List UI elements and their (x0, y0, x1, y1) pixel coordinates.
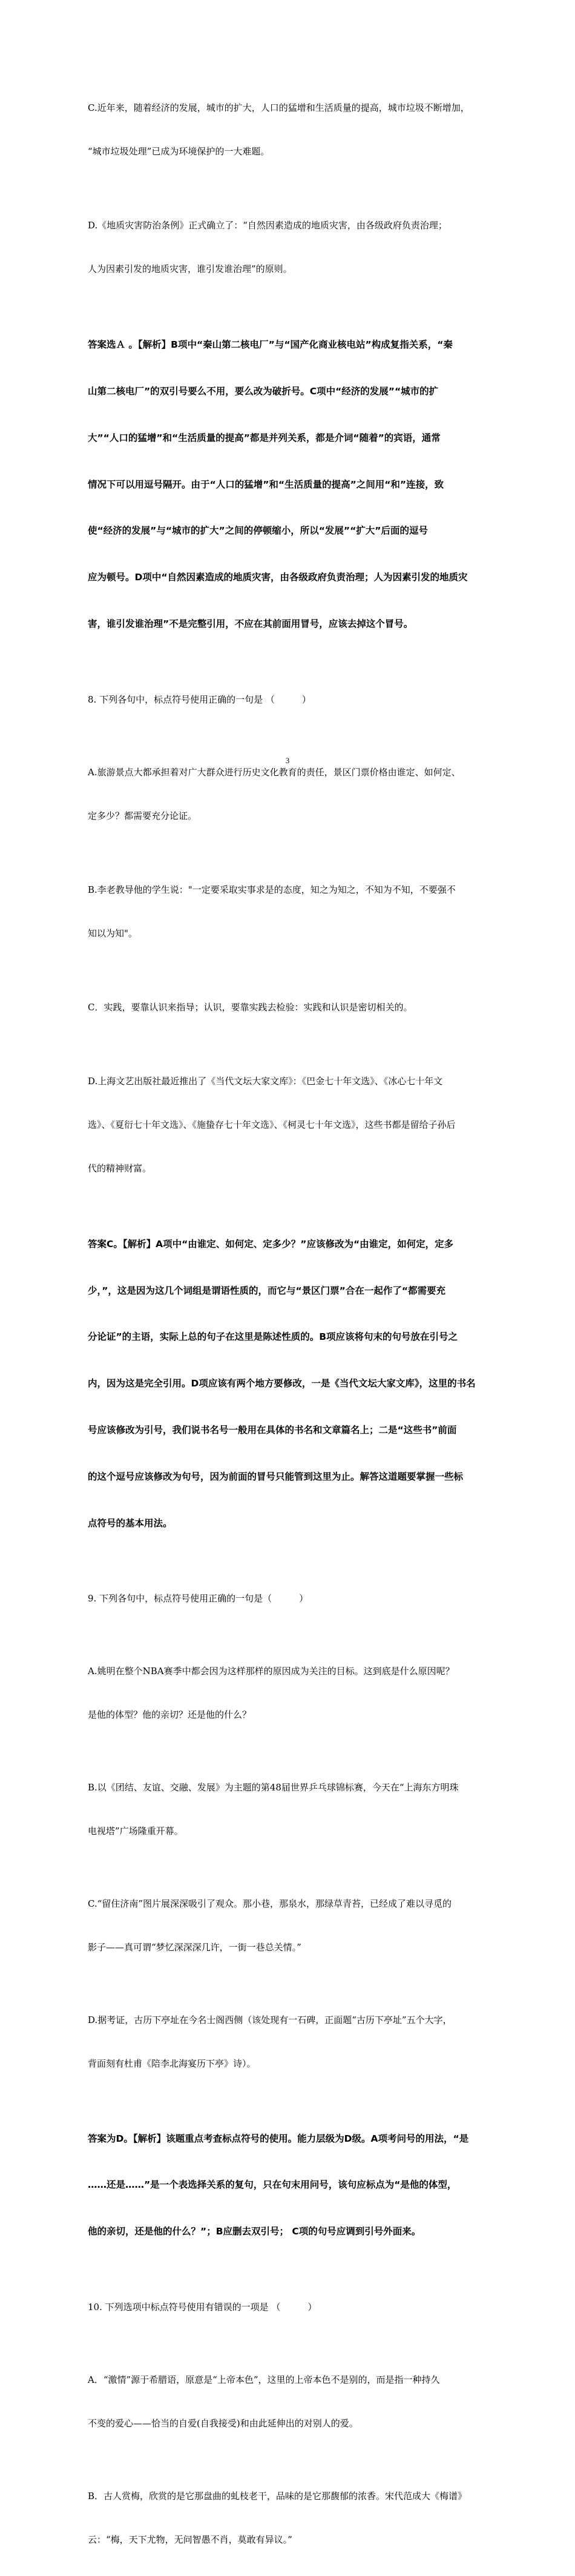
text-line: 10. 下列选项中标点符号使用有错误的一项是 （ ） (88, 2301, 317, 2313)
text-line: A．“激情”源于希腊语，原意是“上帝本色”，这里的上帝本色不是别的，而是指一种持久 (88, 2374, 440, 2385)
option-c-q8 (88, 971, 490, 1044)
option-b-q10 (88, 2460, 490, 2576)
text-line: 少，”，这是因为这几个词组是谓语性质的，而它与“景区门票”合在一起作了“都需要充 (88, 1285, 446, 1296)
option-d-q7 (88, 189, 490, 305)
answer-q8 (88, 1206, 490, 1563)
text-line: ……还是……”是一个表选择关系的复句，只在句末用问号，该句应标点为“是他的体型， (88, 2179, 457, 2191)
option-c-q9 (88, 1867, 490, 1984)
text-line: 是他的体型？他的亲切？还是他的什么？ (88, 1709, 252, 1721)
text-line: 答案为D。【解析】该题重点考查标点符号的使用。能力层级为D级。A项考问号的用法，“是 (88, 2133, 469, 2144)
text-line: 人为因素引发的地质灾害，谁引发谁治理”的原则。 (88, 263, 292, 274)
text-line: 大”“人口的猛增”和“生活质量的提高”都是并列关系，都是介词“随着”的宾语，通常 (88, 432, 441, 443)
document-page (88, 71, 490, 2576)
text-line: 定多少？都需要充分论证。 (88, 810, 197, 821)
option-d-q8 (88, 1045, 490, 1205)
option-d-q9 (88, 1984, 490, 2100)
text-line: D.上海文艺出版社最近推出了《当代文坛大家文库》：《巴金七十年文选》、《冰心七十年文 (88, 1075, 443, 1087)
option-a-q9 (88, 1635, 490, 1751)
text-line: D.据考证，古历下亭址在今名士阁西侧（该处现有一石碑，正面题“古历下亭址”五个大字， (88, 2015, 452, 2026)
text-line: 使“经济的发展”与“城市的扩大”之间的停顿缩小，所以“发展”“扩大”后面的逗号 (88, 525, 428, 537)
text-line: C．实践，要靠认识来指导；认识，要靠实践去检验：实践和认识是密切相关的。 (88, 1001, 413, 1013)
text-line: B.李老教导他的学生说："一定要采取实事求是的态度，知之为知之，不知为不知，不要强不 (88, 884, 456, 895)
text-line: B．古人赏梅，欣赏的是它那盘曲的虬枝老干，品味的是它那馥郁的浓香。宋代范成大《梅谱》 (88, 2490, 467, 2502)
text-line: 情况下可以用逗号隔开。由于“人口的猛增”和“生活质量的提高”之间用“和”连接，致 (88, 478, 444, 490)
text-line: 8. 下列各句中，标点符号使用正确的一句是 （ ） (88, 694, 311, 705)
text-line: 他的亲切，还是他的什么？”；B应删去双引号； C项的句号应调到引号外面来。 (88, 2226, 421, 2237)
text-line: 答案选Ａ 。【解析】B项中“秦山第二核电厂”与“国产化商业核电站”构成复指关系，“秦 (88, 339, 453, 351)
question-10 (88, 2271, 490, 2343)
text-line: 9. 下列各句中，标点符号使用正确的一句是（ ） (88, 1593, 309, 1604)
option-a-q8 (88, 736, 490, 852)
text-line: “城市垃圾处理”已成为环境保护的一大难题。 (88, 146, 270, 157)
question-9 (88, 1562, 490, 1635)
text-line: 内，因为这是完全引用。D项应该有两个地方要修改，一是《当代文坛大家文库》，这里的书名 (88, 1378, 476, 1389)
text-line: 分论证”的主语，实际上总的句子在这里是陈述性质的。B项应该将句末的句号放在引号之 (88, 1331, 458, 1343)
option-b-q9 (88, 1751, 490, 1867)
text-line: C.近年来，随着经济的发展，城市的扩大，人口的猛增和生活质量的提高，城市垃圾不断增加， (88, 102, 470, 113)
text-line: B.以《团结、友谊、交融、发展》为主题的第48届世界乒乓球锦标赛，今天在“上海东方明珠 (88, 1782, 459, 1793)
text-line: 号应该修改为引号，我们说书名号一般用在具体的书名和文章篇名上；二是“这些书”前面 (88, 1424, 457, 1435)
option-c-q7 (88, 71, 490, 188)
text-line: C.“留住济南”图片展深深吸引了观众。那小巷，那泉水，那绿草青苔，已经成了难以寻觅的 (88, 1898, 452, 1910)
answer-q7 (88, 306, 490, 663)
text-line: 知以为知"。 (88, 927, 137, 939)
text-line: 云：“梅，天下尤物，无问智愚不肖，莫敢有异议。” (88, 2534, 292, 2545)
text-line: 点符号的基本用法。 (88, 1517, 172, 1529)
text-line: 山第二核电厂”的双引号要么不用，要么改为破折号。C项中“经济的发展”“城市的扩 (88, 385, 439, 397)
text-line: A.姚明在整个NBA赛季中都会因为这样那样的原因成为关注的目标。这到底是什么原因呢？ (88, 1666, 455, 1677)
text-line: 电视塔”广场隆重开幕。 (88, 1826, 183, 1837)
text-line: D.《地质灾害防治条例》正式确立了：“自然因素造成的地质灾害，由各级政府负责治理； (88, 220, 447, 231)
answer-q9 (88, 2100, 490, 2271)
text-line: 应为顿号。D项中“自然因素造成的地质灾害，由各级政府负责治理；人为因素引发的地质灾 (88, 572, 468, 583)
text-line: 的这个逗号应该修改为句号，因为前面的冒号只能管到这里为止。解答这道题要掌握一些标 (88, 1471, 464, 1482)
text-line: 选》、《夏衍七十年文选》、《施蛰存七十年文选》、《柯灵七十年文选》，这些书都是留给子孙后 (88, 1119, 456, 1130)
text-line: 影子——真可谓“梦忆深深深几许，一街一巷总关情。” (88, 1942, 301, 1953)
question-8 (88, 663, 490, 736)
text-line: 背面刻有杜甫《陪李北海宴历下亭》诗）。 (88, 2058, 256, 2070)
option-b-q8 (88, 853, 490, 970)
text-line: 不变的爱心——恰当的自爱(自我接受)和由此延伸出的对别人的爱。 (88, 2417, 358, 2429)
option-a-q10 (88, 2343, 490, 2460)
text-line: A.旅游景点大都承担着对广大群众进行历史文化教育的责任，景区门票价格由谁定、如何定、 (88, 766, 461, 778)
text-line: 害，谁引发谁治理”不是完整引用，不应在其前面用冒号，应该去掉这个冒号。 (88, 618, 413, 629)
page-number: 3 (285, 756, 290, 765)
text-line: 答案C。【解析】A项中“由谁定、如何定、定多少？”应该修改为“由谁定，如何定，定多 (88, 1238, 454, 1250)
text-line: 代的精神财富。 (88, 1162, 152, 1174)
